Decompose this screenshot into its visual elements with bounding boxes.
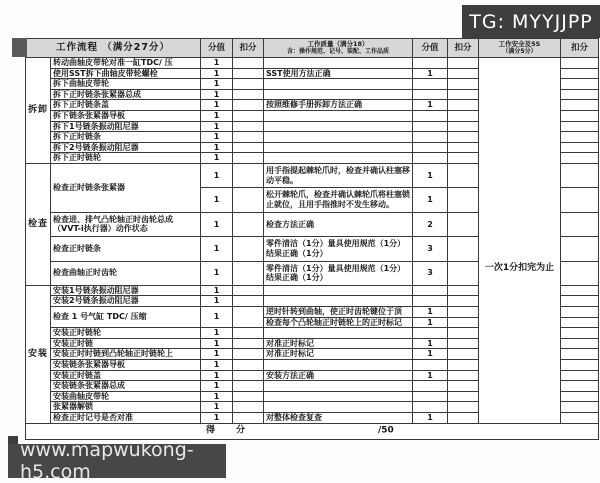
score-cell: 1 (201, 413, 233, 424)
total-score-denominator: /50 (378, 425, 394, 436)
deduct-cell (233, 163, 264, 187)
quality-cell (264, 89, 413, 100)
quality-score-cell (413, 58, 448, 69)
quality-score-cell: 2 (413, 212, 448, 236)
deduct-cell (561, 142, 599, 153)
quality-score-cell: 1 (413, 163, 448, 187)
quality-cell: 对准正时标记 (264, 338, 413, 349)
score-cell: 1 (201, 163, 233, 187)
deduct-cell (561, 89, 599, 100)
deduct-cell (561, 307, 599, 318)
deduct-cell (561, 68, 599, 79)
quality-score-cell: 1 (413, 338, 448, 349)
deduct-cell (448, 261, 479, 285)
step-cell: 检查正时链条张紧器 (51, 163, 201, 212)
deduct-cell (233, 261, 264, 285)
score-cell: 1 (201, 338, 233, 349)
header-quality-line1: 工作质量（满分18） (307, 40, 369, 49)
quality-cell: 检查方法正确 (264, 212, 413, 236)
deduct-cell (448, 58, 479, 69)
deduct-cell (448, 100, 479, 111)
deduct-cell (233, 68, 264, 79)
header-deduct-2: 扣分 (448, 39, 479, 58)
step-cell: 拆下正时链轮 (51, 153, 201, 164)
deduct-cell (233, 188, 264, 212)
score-cell: 1 (201, 89, 233, 100)
quality-score-cell: 1 (413, 307, 448, 318)
score-cell: 1 (201, 110, 233, 121)
footer-row (26, 423, 599, 439)
deduct-cell (233, 110, 264, 121)
deduct-cell (233, 89, 264, 100)
deduct-cell (561, 121, 599, 132)
safety-note: 一次1分扣完为止 (484, 263, 555, 273)
step-cell: 检查进、排气凸轮轴正时齿轮总成（VVT-i执行器）动作状态 (51, 212, 201, 236)
deduct-cell (561, 132, 599, 143)
deduct-cell (561, 328, 599, 339)
quality-cell: 按照维修手册拆卸方法正确 (264, 100, 413, 111)
deduct-cell (448, 212, 479, 236)
step-cell: 拆下正时链条 (51, 132, 201, 143)
deduct-cell (561, 296, 599, 307)
deduct-cell (233, 360, 264, 371)
table-row (26, 58, 599, 69)
step-cell: 拆下曲轴皮带轮 (51, 79, 201, 90)
deduct-cell (233, 391, 264, 402)
step-cell: 安装1号链条振动阻尼器 (51, 285, 201, 296)
step-cell: 拆下正时链条张紧器总成 (51, 89, 201, 100)
step-cell: 安装链条张紧器导板 (51, 360, 201, 371)
quality-cell (264, 121, 413, 132)
deduct-cell (448, 317, 479, 328)
quality-cell (264, 285, 413, 296)
deduct-cell (448, 381, 479, 392)
quality-score-cell: 1 (413, 349, 448, 360)
step-cell: 检查 1 号气缸 TDC/ 压缩 (51, 307, 201, 328)
deduct-cell (561, 391, 599, 402)
total-score-cell (26, 423, 599, 439)
header-row (26, 39, 599, 58)
deduct-cell (233, 58, 264, 69)
deduct-cell (233, 285, 264, 296)
header-quality (264, 39, 413, 58)
deduct-cell (233, 296, 264, 307)
step-cell: 安装2号链条振动阻尼器 (51, 296, 201, 307)
quality-cell (264, 296, 413, 307)
score-cell: 1 (201, 188, 233, 212)
deduct-cell (448, 391, 479, 402)
step-cell: 转动曲轴皮带轮对准一缸TDC/ 压 (51, 58, 201, 69)
quality-score-cell (413, 381, 448, 392)
deduct-cell (561, 413, 599, 424)
quality-cell (264, 402, 413, 413)
quality-score-cell (413, 402, 448, 413)
quality-cell (264, 391, 413, 402)
score-sheet-table (25, 38, 599, 440)
deduct-cell (561, 212, 599, 236)
score-cell: 1 (201, 296, 233, 307)
step-cell: 安装曲轴皮带轮 (51, 391, 201, 402)
step-cell: 安装链条张紧器总成 (51, 381, 201, 392)
step-cell: 检查正时链条 (51, 237, 201, 261)
step-cell: 检查正时记号是否对准 (51, 413, 201, 424)
quality-score-cell: 3 (413, 237, 448, 261)
deduct-cell (233, 370, 264, 381)
deduct-cell (233, 402, 264, 413)
quality-cell (264, 142, 413, 153)
deduct-cell (561, 317, 599, 328)
quality-score-cell (413, 296, 448, 307)
deduct-cell (561, 110, 599, 121)
quality-cell: 逆时针转到曲轴，使正时齿轮键位于顶 (264, 307, 413, 318)
quality-score-cell: 1 (413, 100, 448, 111)
deduct-cell (561, 163, 599, 187)
deduct-cell (448, 68, 479, 79)
score-cell: 1 (201, 402, 233, 413)
quality-cell: 安装方法正确 (264, 370, 413, 381)
quality-cell: 松开棘轮爪，检查并确认棘轮爪将柱塞锁止就位，且用手指推时不发生移动。 (264, 188, 413, 212)
step-cell: 检查曲轴正时齿轮 (51, 261, 201, 285)
step-cell: 拆下2号链条振动阻尼器 (51, 142, 201, 153)
section-label-removal: 拆卸 (26, 58, 51, 164)
quality-cell (264, 328, 413, 339)
deduct-cell (233, 381, 264, 392)
quality-cell (264, 110, 413, 121)
score-cell: 1 (201, 261, 233, 285)
deduct-cell (448, 110, 479, 121)
total-score-label: 得 分 (206, 425, 252, 436)
deduct-cell (448, 370, 479, 381)
header-score-1: 分值 (201, 39, 233, 58)
header-process: 工作流程 （满分27分） (26, 39, 201, 58)
deduct-cell (233, 237, 264, 261)
quality-cell: 对准正时标记 (264, 349, 413, 360)
deduct-cell (448, 121, 479, 132)
deduct-cell (561, 381, 599, 392)
deduct-cell (233, 132, 264, 143)
step-cell: 安装正时链 (51, 338, 201, 349)
score-cell: 1 (201, 153, 233, 164)
quality-score-cell: 1 (413, 68, 448, 79)
deduct-cell (448, 142, 479, 153)
section-label-inspection: 检查 (26, 163, 51, 285)
deduct-cell (233, 79, 264, 90)
quality-score-cell: 3 (413, 261, 448, 285)
deduct-cell (448, 349, 479, 360)
quality-cell (264, 58, 413, 69)
score-cell: 1 (201, 132, 233, 143)
step-cell: 拆下1号链条振动阻尼器 (51, 121, 201, 132)
deduct-cell (448, 237, 479, 261)
deduct-cell (561, 237, 599, 261)
deduct-cell (233, 328, 264, 339)
score-cell: 1 (201, 237, 233, 261)
tg-watermark (462, 5, 600, 38)
deduct-cell (233, 307, 264, 328)
quality-score-cell: 1 (413, 370, 448, 381)
step-cell: 安装正时链盖 (51, 370, 201, 381)
deduct-cell (448, 402, 479, 413)
quality-cell (264, 79, 413, 90)
quality-cell (264, 153, 413, 164)
quality-score-cell (413, 360, 448, 371)
deduct-cell (561, 285, 599, 296)
deduct-cell (561, 100, 599, 111)
deduct-cell (233, 142, 264, 153)
header-safety-line1: 工作安全及5S (498, 40, 541, 49)
header-quality-line2: 含：操作规范、记号、装配、工作品质 (286, 48, 389, 56)
deduct-cell (448, 360, 479, 371)
score-cell: 1 (201, 349, 233, 360)
deduct-cell (561, 58, 599, 69)
step-cell: 使用SST拆下曲轴皮带轮螺栓 (51, 68, 201, 79)
header-safety-line2: （满分5分） (502, 48, 537, 56)
deduct-cell (448, 89, 479, 100)
score-cell: 1 (201, 307, 233, 328)
header-safety (479, 39, 561, 58)
deduct-cell (448, 296, 479, 307)
score-cell: 1 (201, 58, 233, 69)
deduct-cell (561, 402, 599, 413)
quality-cell: 零件清洁（1分）量具使用规范（1分）结果正确（1分） (264, 237, 413, 261)
quality-score-cell: 1 (413, 188, 448, 212)
deduct-cell (448, 328, 479, 339)
deduct-cell (233, 100, 264, 111)
quality-score-cell (413, 132, 448, 143)
score-cell: 1 (201, 391, 233, 402)
deduct-cell (448, 153, 479, 164)
quality-cell: 检查每个凸轮轴正时链轮上的正时标记 (264, 317, 413, 328)
quality-cell (264, 132, 413, 143)
header-deduct-1: 扣分 (233, 39, 264, 58)
score-cell: 1 (201, 79, 233, 90)
deduct-cell (233, 121, 264, 132)
deduct-cell (561, 153, 599, 164)
step-cell: 拆下链条张紧器导板 (51, 110, 201, 121)
score-cell: 1 (201, 285, 233, 296)
deduct-cell (448, 132, 479, 143)
quality-cell: 对整体检查复查 (264, 413, 413, 424)
quality-score-cell (413, 391, 448, 402)
deduct-cell (233, 349, 264, 360)
quality-score-cell (413, 110, 448, 121)
quality-score-cell (413, 142, 448, 153)
quality-cell (264, 360, 413, 371)
step-cell: 拆下正时链条盖 (51, 100, 201, 111)
deduct-cell (561, 360, 599, 371)
quality-score-cell (413, 121, 448, 132)
decor-square-bottom-left (8, 436, 18, 444)
site-watermark-label: www.mapwukong-h5.com (20, 439, 194, 483)
quality-cell: 零件清洁（1分）量具使用规范（1分）结果正确（1分） (264, 261, 413, 285)
score-cell: 1 (201, 381, 233, 392)
quality-score-cell (413, 153, 448, 164)
score-cell: 1 (201, 328, 233, 339)
quality-score-cell (413, 328, 448, 339)
deduct-cell (233, 153, 264, 164)
deduct-cell (448, 188, 479, 212)
deduct-cell (561, 370, 599, 381)
step-cell: 安装正时时链到凸轮轴正时链轮上 (51, 349, 201, 360)
deduct-cell (561, 261, 599, 285)
safety-merged-cell (479, 58, 561, 424)
deduct-cell (448, 163, 479, 187)
step-cell: 安装正时链轮 (51, 328, 201, 339)
score-cell: 1 (201, 121, 233, 132)
deduct-cell (233, 413, 264, 424)
deduct-cell (561, 79, 599, 90)
deduct-cell (233, 212, 264, 236)
deduct-cell (448, 307, 479, 318)
score-cell: 1 (201, 142, 233, 153)
score-cell: 1 (201, 68, 233, 79)
header-deduct-3: 扣分 (561, 39, 599, 58)
tg-watermark-label: TG: MYYJJPP (469, 10, 593, 33)
quality-score-cell (413, 285, 448, 296)
section-label-installation: 安装 (26, 285, 51, 423)
quality-score-cell (413, 79, 448, 90)
score-cell: 1 (201, 370, 233, 381)
quality-score-cell: 1 (413, 317, 448, 328)
site-watermark (8, 439, 226, 483)
deduct-cell (448, 413, 479, 424)
quality-score-cell (413, 89, 448, 100)
score-cell: 1 (201, 100, 233, 111)
deduct-cell (561, 188, 599, 212)
deduct-cell (448, 285, 479, 296)
quality-cell: 用手指提起棘轮爪时，检查并确认柱塞移动平稳。 (264, 163, 413, 187)
quality-cell: SST使用方法正确 (264, 68, 413, 79)
step-cell: 张紧器解锁 (51, 402, 201, 413)
deduct-cell (233, 338, 264, 349)
score-cell: 1 (201, 212, 233, 236)
decor-square-top-left (12, 38, 27, 57)
quality-score-cell: 1 (413, 413, 448, 424)
deduct-cell (561, 338, 599, 349)
score-cell: 1 (201, 360, 233, 371)
deduct-cell (561, 349, 599, 360)
quality-cell (264, 381, 413, 392)
header-score-2: 分值 (413, 39, 448, 58)
deduct-cell (448, 338, 479, 349)
deduct-cell (448, 79, 479, 90)
